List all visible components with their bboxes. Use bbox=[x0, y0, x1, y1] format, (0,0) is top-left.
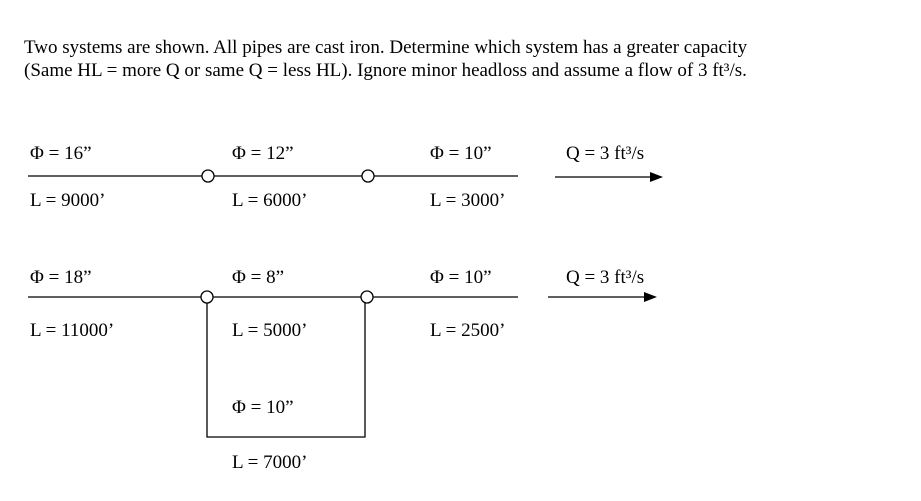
system-2-flow-arrow bbox=[548, 292, 657, 302]
problem-line-2: (Same HL = more Q or same Q = less HL). Ignore minor headloss and assume a flow of 3 ft³/s. bbox=[24, 60, 747, 81]
system-2-pipe-2-length: L = 5000’ bbox=[232, 320, 308, 341]
system-2-pipe-1-diameter: Φ = 18” bbox=[30, 267, 92, 288]
system-2-pipe-3-diameter: Φ = 10” bbox=[430, 267, 492, 288]
system-2-pipe-1-length: L = 11000’ bbox=[30, 320, 115, 341]
system-1-pipe-1-diameter: Φ = 16” bbox=[30, 143, 92, 164]
system-1-junction-1 bbox=[202, 170, 214, 182]
system-1-pipe-2-diameter: Φ = 12” bbox=[232, 143, 294, 164]
system-1-pipes bbox=[28, 170, 518, 182]
system-2-parallel-pipe-length: L = 7000’ bbox=[232, 452, 308, 473]
system-1-junction-2 bbox=[362, 170, 374, 182]
system-1-flow-arrow bbox=[555, 172, 663, 182]
system-1-flow-label: Q = 3 ft³/s bbox=[566, 143, 645, 164]
system-2-junction-1 bbox=[201, 291, 213, 303]
system-1-pipe-1-length: L = 9000’ bbox=[30, 190, 106, 211]
system-2-pipe-3-length: L = 2500’ bbox=[430, 320, 506, 341]
system-2-flow-label: Q = 3 ft³/s bbox=[566, 267, 645, 288]
system-1-pipe-2-length: L = 6000’ bbox=[232, 190, 308, 211]
system-1-pipe-3-diameter: Φ = 10” bbox=[430, 143, 492, 164]
system-2-junction-2 bbox=[361, 291, 373, 303]
system-2-parallel-pipe-diameter: Φ = 10” bbox=[232, 397, 294, 418]
system-1-pipe-3-length: L = 3000’ bbox=[430, 190, 506, 211]
problem-line-1: Two systems are shown. All pipes are cast iron. Determine which system has a greater capacity bbox=[24, 37, 748, 58]
system-2-pipe-2-diameter: Φ = 8” bbox=[232, 267, 285, 288]
